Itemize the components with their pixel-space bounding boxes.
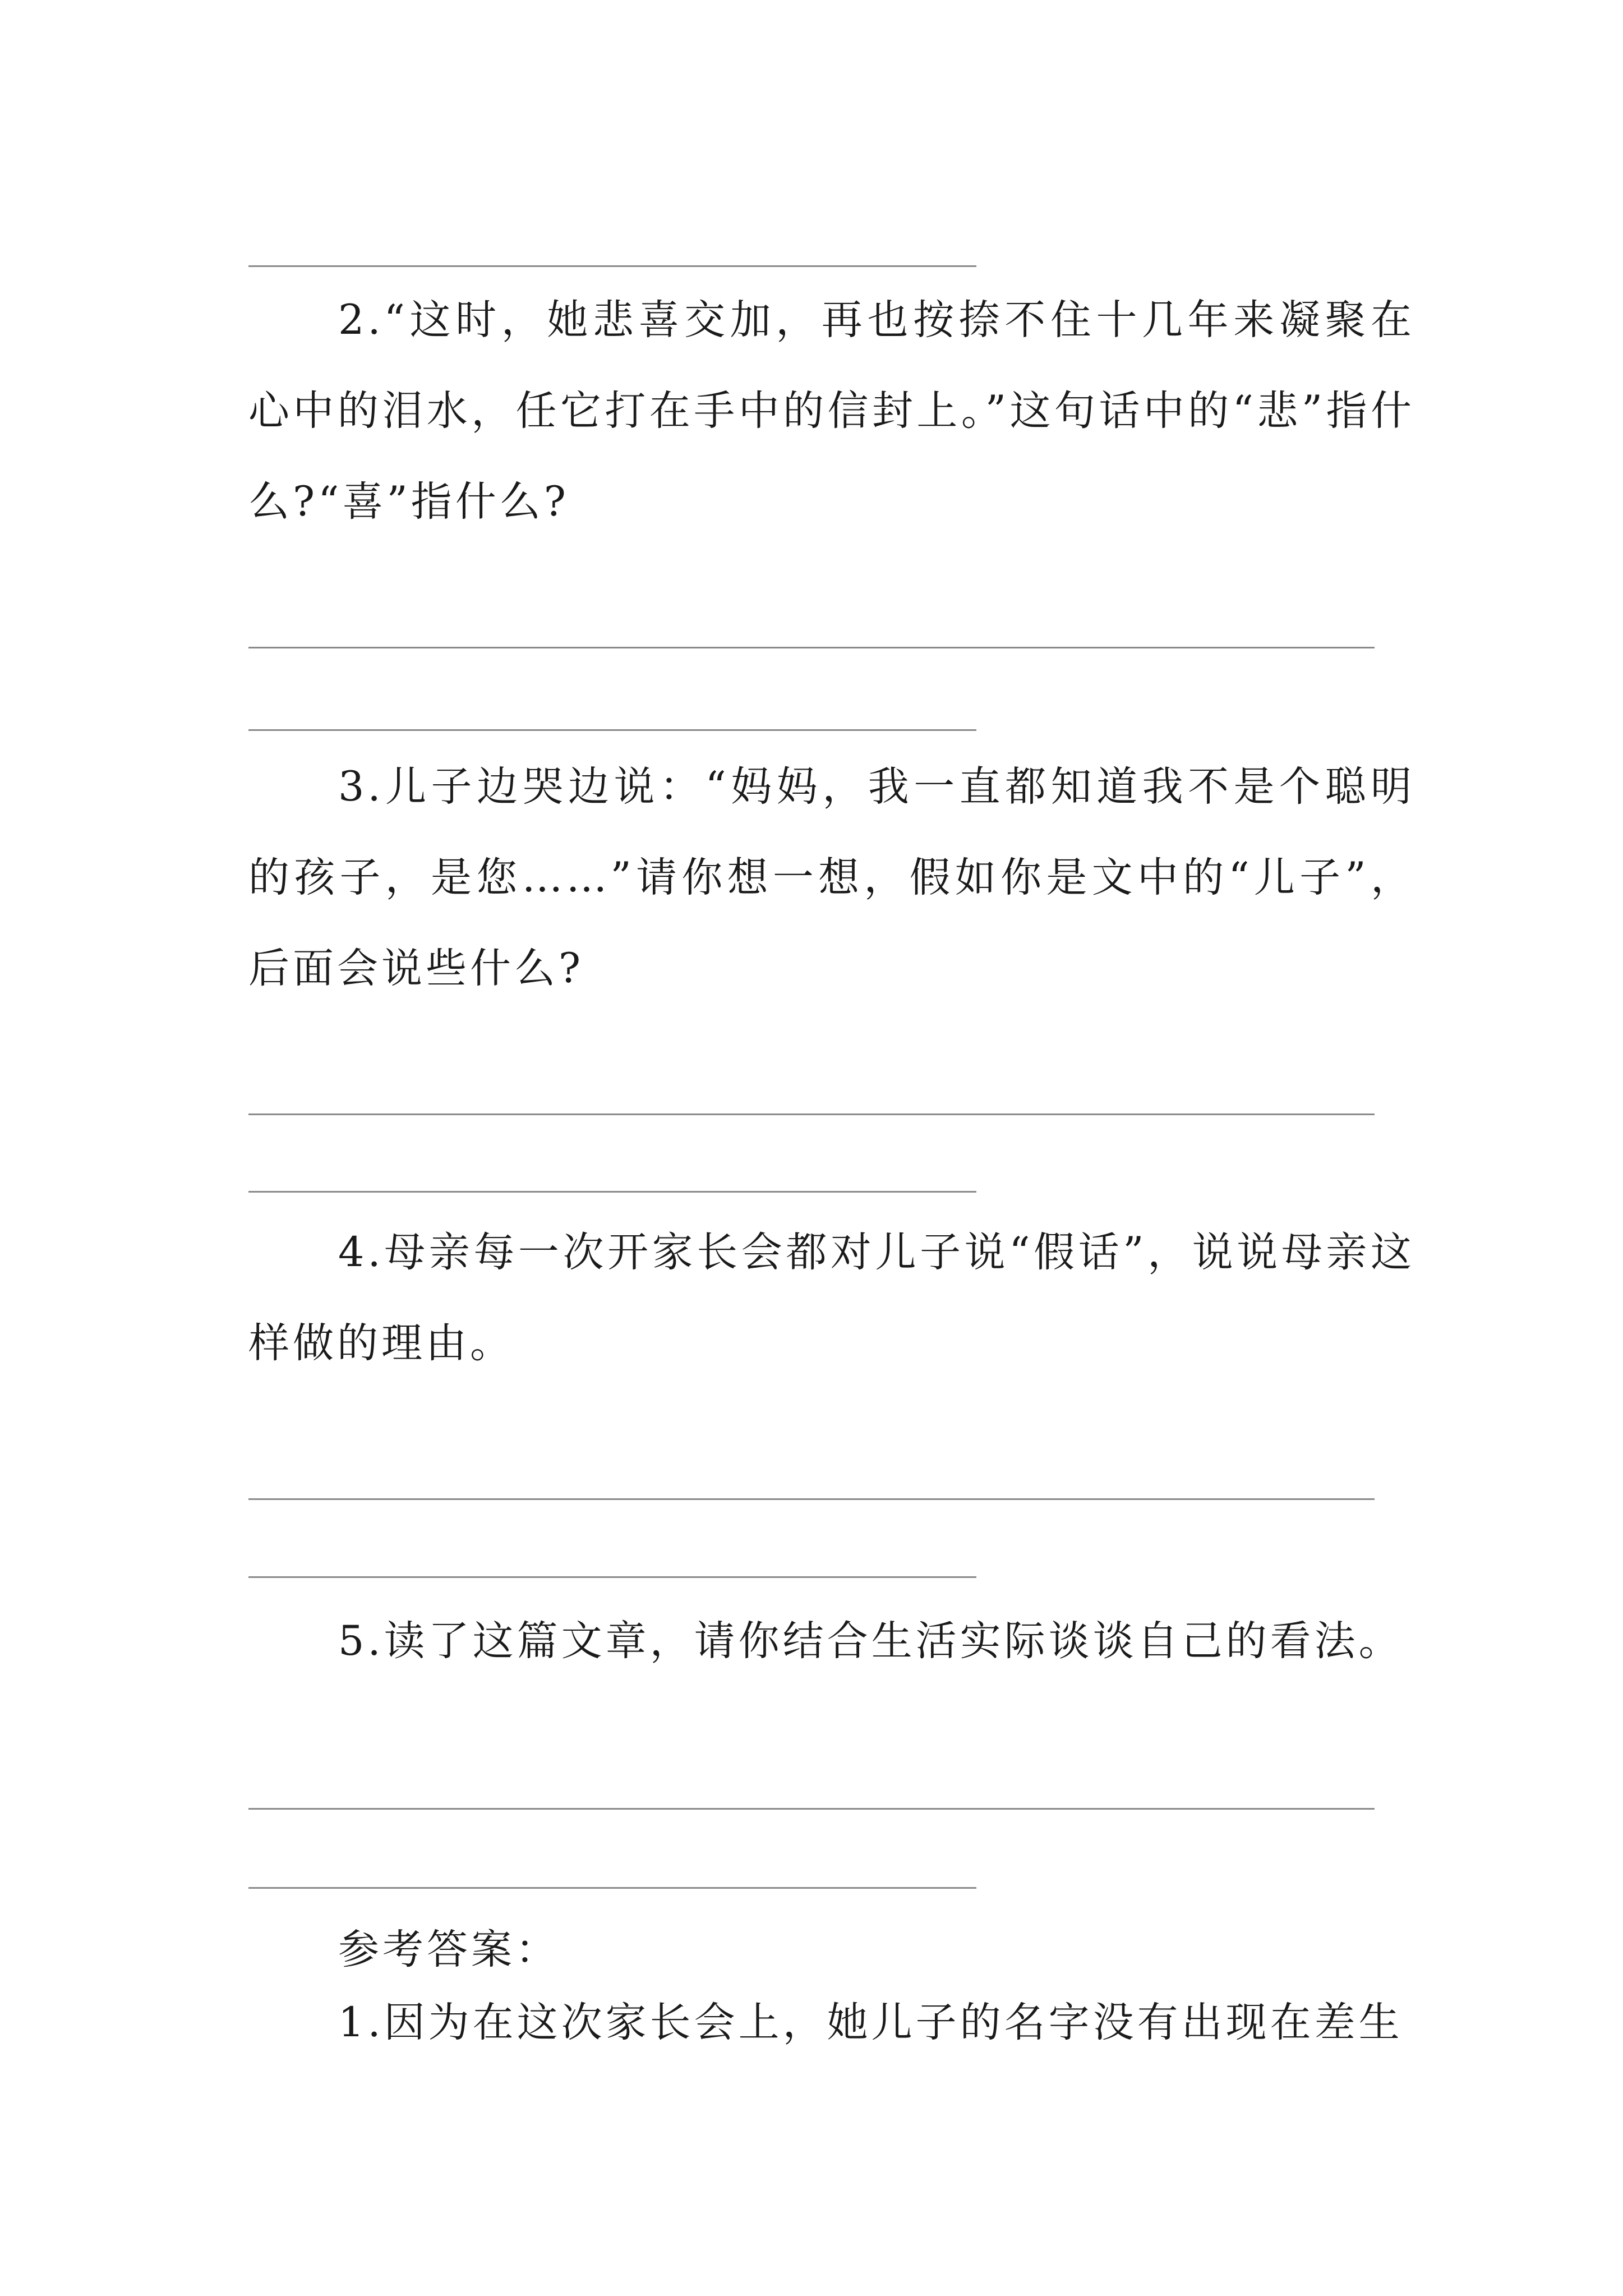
question-3: 3.儿子边哭边说：“妈妈，我一直都知道我不是个聪明的孩子，是您……”请你想一想，假如你是文中的“儿子”，后面会说些什么? (248, 763, 1415, 992)
answer-line (248, 729, 976, 731)
answer-1: 1.因为在这次家长会上，她儿子的名字没有出现在差生 (338, 1999, 1403, 2046)
answer-line (248, 1191, 976, 1193)
answer-line (248, 1887, 976, 1889)
answer-line (248, 265, 976, 267)
answer-line (248, 1576, 976, 1578)
question-4: 4.母亲每一次开家长会都对儿子说“假话”，说说母亲这样做的理由。 (248, 1228, 1415, 1367)
question-2: 2.“这时，她悲喜交加，再也按捺不住十几年来凝聚在心中的泪水，任它打在手中的信封上。”这句话中的“悲”指什么?“喜”指什么? (248, 296, 1415, 526)
answers-heading: 参考答案： (338, 1926, 560, 1973)
question-5: 5.读了这篇文章，请你结合生活实际谈谈自己的看法。 (338, 1617, 1403, 1665)
answer-line (248, 647, 1375, 648)
answer-line (248, 1114, 1375, 1115)
answer-line (248, 1498, 1375, 1500)
answer-line (248, 1808, 1375, 1810)
